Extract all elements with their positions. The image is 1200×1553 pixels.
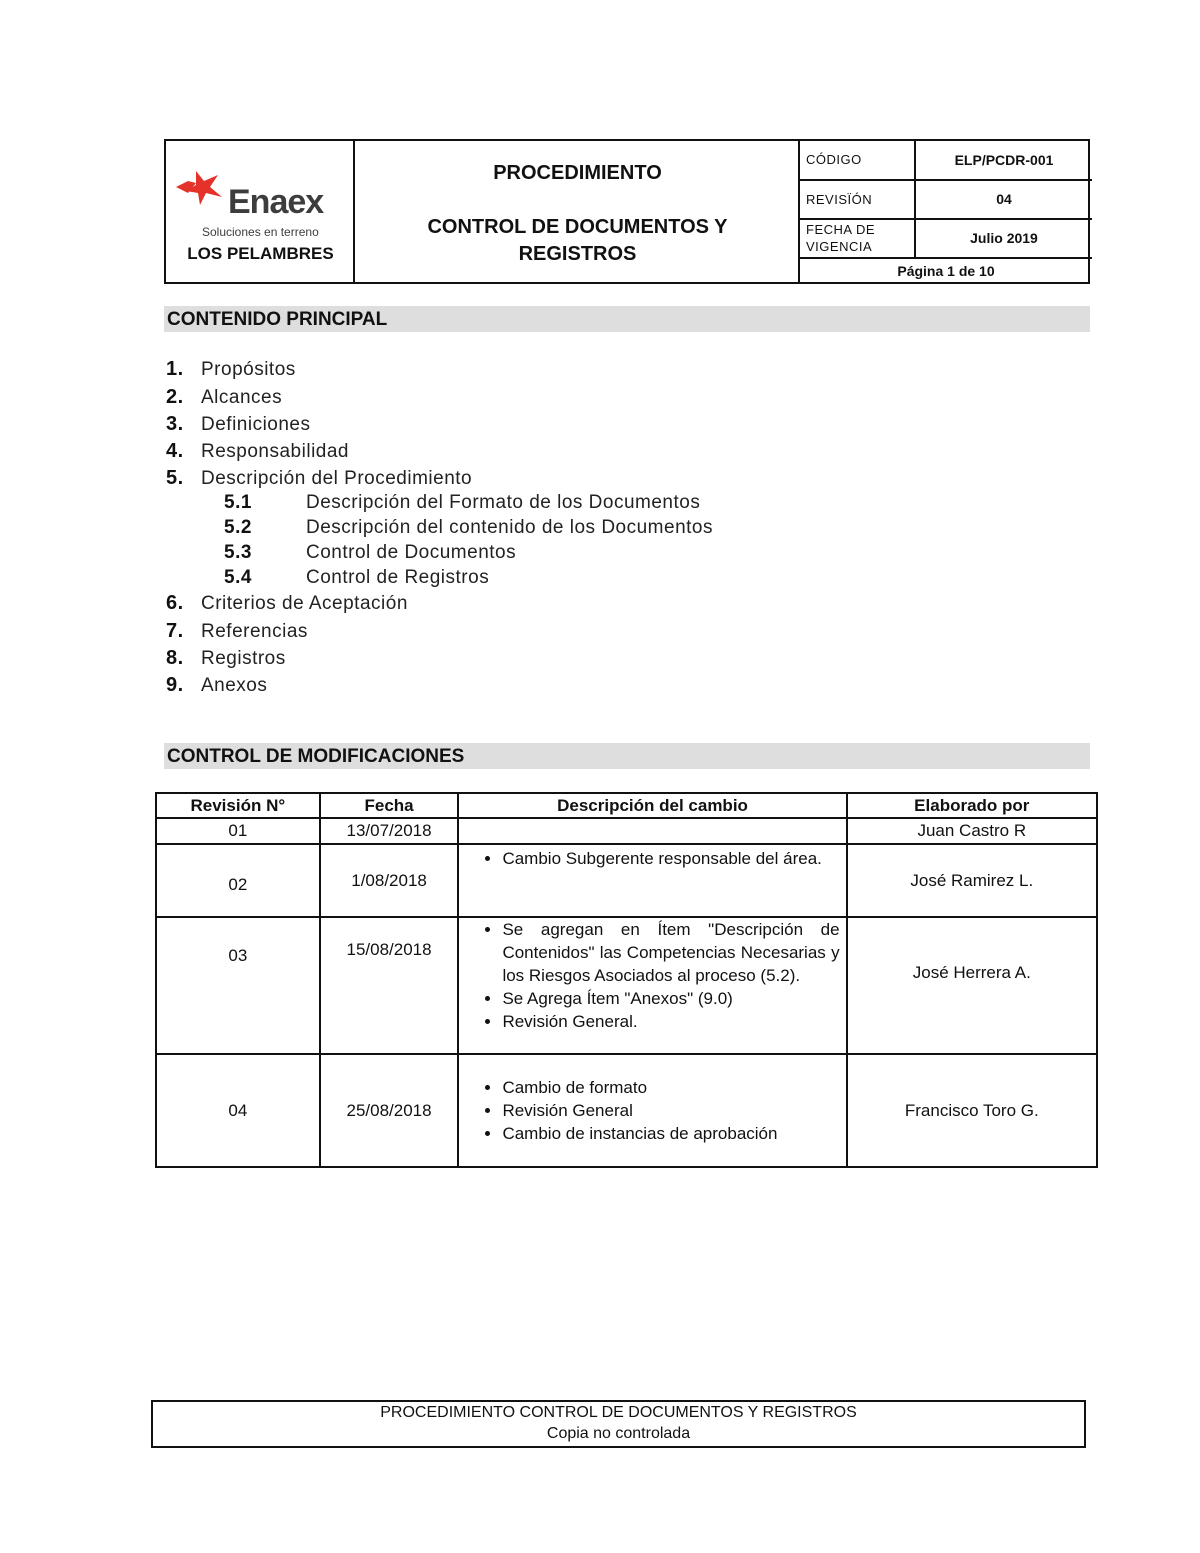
toc-label: Descripción del contenido de los Documentos [306, 517, 713, 538]
doc-title: CONTROL DE DOCUMENTOS Y REGISTROS [427, 216, 728, 265]
toc-number: 8. [166, 647, 184, 669]
toc-number: 5.4 [224, 567, 252, 588]
changes-list [459, 1076, 845, 1145]
toc-item [166, 620, 308, 643]
meta-cell [800, 141, 1088, 282]
footer-title: PROCEDIMIENTO CONTROL DE DOCUMENTOS Y REGISTROS [380, 1404, 857, 1421]
toc-item [166, 592, 408, 615]
changes-cell [458, 1054, 846, 1167]
revision-cell: 01 [156, 818, 320, 844]
changes-cell [458, 844, 846, 917]
site-name: LOS PELAMBRES [187, 244, 334, 263]
document-header [164, 139, 1090, 284]
revision-value: 04 [996, 191, 1012, 207]
enaex-logo [176, 161, 346, 239]
toc-item [166, 413, 311, 436]
toc-label: Registros [201, 648, 286, 669]
change-item: • Revisión General [502, 1099, 839, 1122]
change-item: • Cambio de formato [502, 1076, 839, 1099]
footer-note: Copia no controlada [546, 1425, 691, 1442]
fecha-label: FECHA DE VIGENCIA [800, 220, 916, 257]
logo-cell [166, 141, 355, 282]
table-row [156, 818, 1097, 844]
toc-label: Anexos [201, 675, 268, 696]
title-cell [355, 141, 800, 282]
toc-item [166, 647, 286, 670]
revision-cell: 03 [156, 917, 320, 1054]
toc-subitem [224, 517, 713, 539]
toc-label: Descripción del Formato de los Documentos [306, 492, 701, 513]
changes-cell [458, 818, 846, 844]
date-cell: 13/07/2018 [320, 818, 459, 844]
changes-list [459, 918, 845, 1033]
page-footer [151, 1400, 1086, 1448]
changes-cell [458, 917, 846, 1054]
brand-name: Enaex [228, 183, 324, 221]
page-number: Página 1 de 10 [897, 263, 995, 279]
change-item: • Revisión General. [502, 1010, 839, 1033]
author-cell: José Ramirez L. [847, 844, 1097, 917]
contents-heading: CONTENIDO PRINCIPAL [167, 309, 388, 330]
date-cell: 1/08/2018 [320, 844, 459, 917]
author-cell: José Herrera A. [847, 917, 1097, 1054]
toc-number: 9. [166, 674, 184, 696]
toc-number: 5.2 [224, 517, 252, 538]
fecha-value: Julio 2019 [970, 230, 1038, 246]
toc-label: Propósitos [201, 359, 296, 380]
toc-label: Alcances [201, 387, 283, 408]
toc-label: Control de Registros [306, 567, 490, 588]
contents-heading-bar [164, 306, 1090, 332]
toc-subitem [224, 567, 489, 589]
toc-number: 5.3 [224, 542, 252, 563]
toc-label: Criterios de Aceptación [201, 593, 408, 614]
revision-row [800, 181, 1092, 220]
toc-subitem [224, 542, 516, 564]
toc-label: Definiciones [201, 414, 311, 435]
author-cell: Juan Castro R [847, 818, 1097, 844]
change-item: • Cambio de instancias de aprobación [502, 1122, 839, 1145]
modifications-heading-bar [164, 743, 1090, 769]
table-row [156, 917, 1097, 1054]
toc-label: Control de Documentos [306, 542, 517, 563]
toc-number: 6. [166, 592, 184, 614]
changes-list [459, 847, 845, 870]
column-header: Elaborado por [847, 793, 1097, 818]
toc-subitem [224, 492, 700, 514]
table-row [156, 1054, 1097, 1167]
toc-number: 4. [166, 440, 184, 462]
toc-item [166, 440, 349, 463]
column-header: Descripción del cambio [458, 793, 846, 818]
table-row [156, 844, 1097, 917]
codigo-row [800, 141, 1092, 181]
toc-number: 2. [166, 386, 184, 408]
toc-item [166, 358, 296, 381]
modifications-heading: CONTROL DE MODIFICACIONES [167, 746, 465, 767]
table-header-row [156, 793, 1097, 818]
revision-label: REVISÏÓN [800, 181, 916, 218]
change-item: • Cambio Subgerente responsable del área. [502, 847, 839, 870]
revision-cell: 04 [156, 1054, 320, 1167]
codigo-value: ELP/PCDR-001 [954, 152, 1054, 168]
toc-item [166, 674, 267, 697]
toc-label: Responsabilidad [201, 441, 349, 462]
codigo-label: CÓDIGO [800, 141, 916, 179]
toc-label: Descripción del Procedimiento [201, 468, 473, 489]
toc-number: 3. [166, 413, 184, 435]
toc-number: 1. [166, 358, 184, 380]
revision-cell: 02 [156, 844, 320, 917]
change-item: • Se Agrega Ítem "Anexos" (9.0) [502, 987, 839, 1010]
modifications-table [155, 792, 1098, 1168]
toc-number: 7. [166, 620, 184, 642]
toc-label: Referencias [201, 621, 308, 642]
star-icon [176, 167, 226, 207]
date-cell: 15/08/2018 [320, 917, 459, 1054]
toc-number: 5.1 [224, 492, 252, 513]
change-item: • Se agregan en Ítem "Descripción de Contenidos" las Competencias Necesarias y los Riesgos Asociados al proceso (5.2). [502, 918, 839, 987]
fecha-row [800, 220, 1092, 259]
doc-type: PROCEDIMIENTO [493, 162, 662, 184]
toc-item [166, 386, 282, 409]
toc-number: 5. [166, 467, 184, 489]
author-cell: Francisco Toro G. [847, 1054, 1097, 1167]
column-header: Revisión N° [156, 793, 320, 818]
column-header: Fecha [320, 793, 459, 818]
toc-item [166, 467, 472, 490]
brand-tagline: Soluciones en terreno [202, 225, 319, 239]
date-cell: 25/08/2018 [320, 1054, 459, 1167]
